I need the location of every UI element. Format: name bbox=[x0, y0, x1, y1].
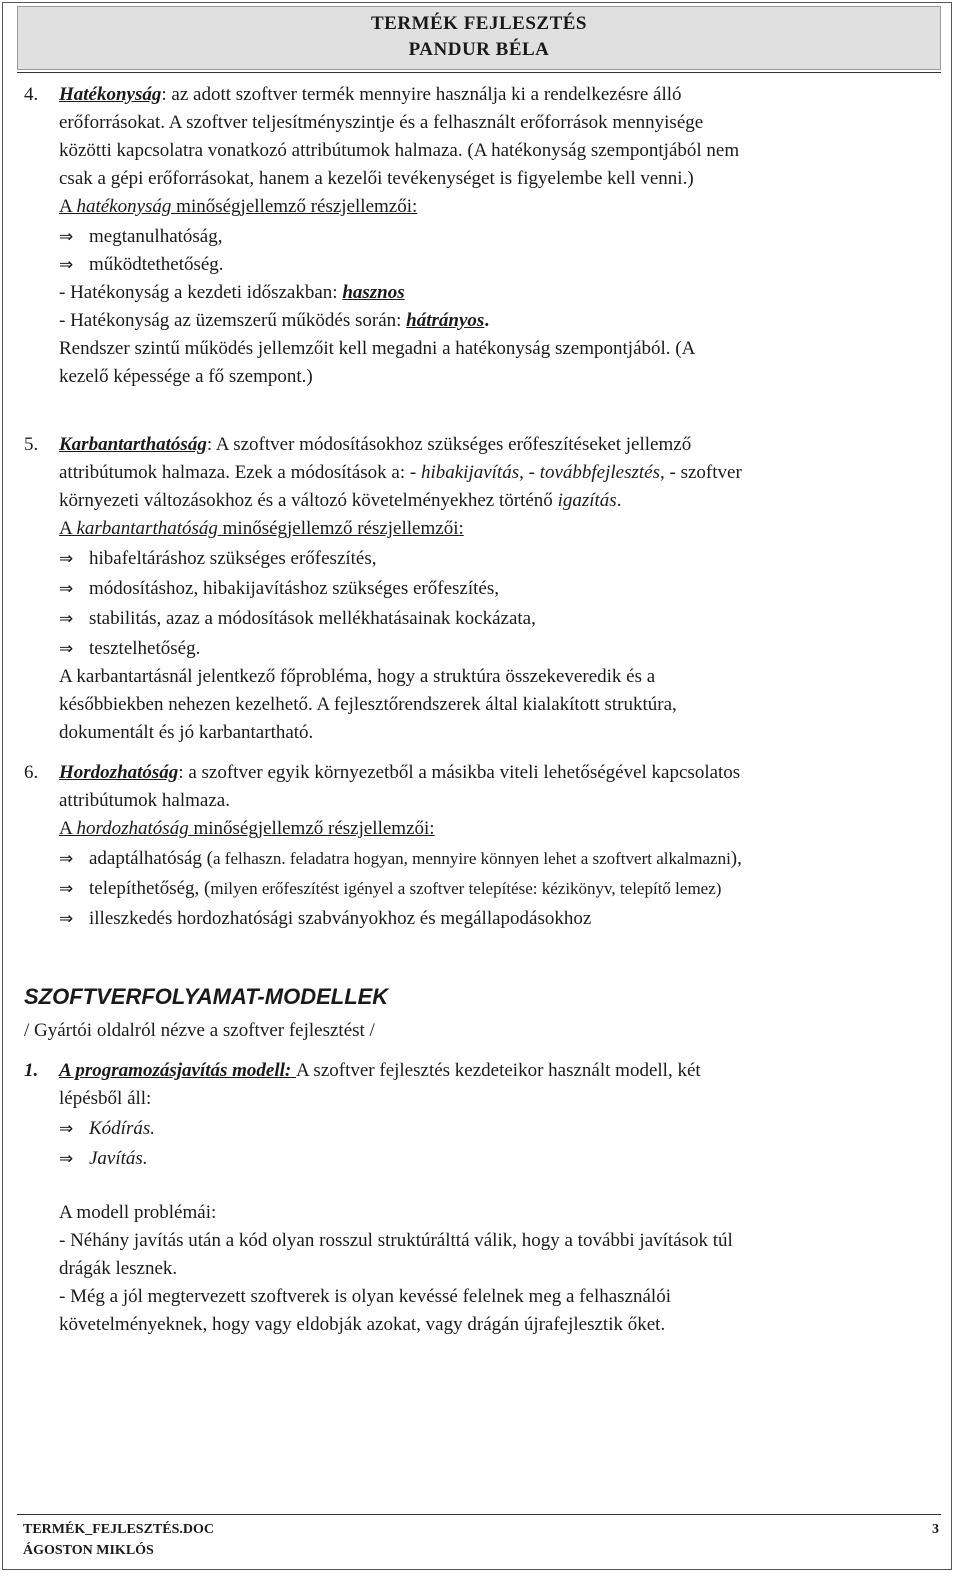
arrow-icon: ⇒ bbox=[59, 609, 74, 629]
list-item: ⇒ tesztelhetőség. bbox=[59, 638, 201, 659]
section-4-detail-2: - Hatékonyság az üzemszerű működés során: hátrányos. bbox=[59, 310, 490, 331]
model-1-term: A programozásjavítás modell: bbox=[59, 1060, 296, 1081]
section-5-number: 5. bbox=[24, 434, 39, 455]
section-6-line-1: Hordozhatóság: a szoftver egyik környezetből a másikba viteli lehetőségével kapcsolatos bbox=[59, 762, 741, 783]
arrow-icon: ⇒ bbox=[59, 639, 74, 659]
section-4-line-3: közötti kapcsolatra vonatkozó attribútumok halmaza. (A hatékonyság szempontjából nem bbox=[59, 140, 740, 161]
arrow-icon: ⇒ bbox=[59, 227, 74, 247]
section-4-line-2: erőforrásokat. A szoftver teljesítményszintje és a felhasznált erőforrások mennyisége bbox=[59, 112, 704, 133]
section-5-line-1: Karbantarthatóság: A szoftver módosításokhoz szükséges erőfeszítéseket jellemző bbox=[59, 434, 692, 455]
footer-filename: TERMÉK_FEJLESZTÉS.DOC bbox=[23, 1522, 214, 1537]
section-4-line-4: csak a gépi erőforrásokat, hanem a kezelői tevékenységet is figyelembe kell venni.) bbox=[59, 168, 694, 189]
arrow-icon: ⇒ bbox=[59, 255, 74, 275]
section-5-line-2: attribútumok halmaza. Ezek a módosítások a: - hibakijavítás, - továbbfejlesztés, - szoftver bbox=[59, 462, 742, 483]
arrow-icon: ⇒ bbox=[59, 579, 74, 599]
section-5-comment-2: későbbiekben nehezen kezelhető. A fejlesztőrendszerek által kialakított struktúra, bbox=[59, 694, 677, 715]
section-title: SZOFTVERFOLYAMAT-MODELLEK bbox=[24, 984, 389, 1009]
problem-2-line-1: - Még a jól megtervezett szoftverek is olyan kevéssé felelnek meg a felhasználói bbox=[59, 1286, 671, 1307]
footer-author: ÁGOSTON MIKLÓS bbox=[23, 1543, 154, 1558]
section-subtitle: / Gyártói oldalról nézve a szoftver fejlesztést / bbox=[24, 1020, 375, 1041]
section-4-line-1: Hatékonyság: az adott szoftver termék mennyire használja ki a rendelkezésre álló bbox=[59, 84, 682, 105]
section-4-remark-2: kezelő képessége a fő szempont.) bbox=[59, 366, 313, 387]
section-6-line-2: attribútumok halmaza. bbox=[59, 790, 230, 811]
section-4-remark-1: Rendszer szintű működés jellemzőit kell megadni a hatékonyság szempontjából. (A bbox=[59, 338, 696, 359]
section-5-subheading: A karbantarthatóság minőségjellemző részjellemzői: bbox=[59, 518, 464, 539]
arrow-icon: ⇒ bbox=[59, 549, 74, 569]
model-1-line-2: lépésből áll: bbox=[59, 1088, 152, 1109]
footer-divider bbox=[17, 1514, 941, 1515]
list-item: ⇒ hibafeltáráshoz szükséges erőfeszítés, bbox=[59, 548, 377, 569]
problem-2-line-2: követelményeknek, hogy vagy eldobják azokat, vagy drágán újrafejlesztik őket. bbox=[59, 1314, 666, 1335]
list-item: ⇒ stabilitás, azaz a módosítások mellékhatásainak kockázata, bbox=[59, 608, 536, 629]
list-item: ⇒ működtethetőség. bbox=[59, 254, 224, 275]
section-5-term: Karbantarthatóság bbox=[59, 434, 207, 455]
section-5-comment-3: dokumentált és jó karbantartható. bbox=[59, 722, 314, 743]
list-item: ⇒ Kódírás. bbox=[59, 1118, 155, 1139]
list-item: ⇒ adaptálhatóság (a felhaszn. feladatra hogyan, mennyire könnyen lehet a szoftvert alkalmazni), bbox=[59, 848, 742, 869]
section-4-detail-1: - Hatékonyság a kezdeti időszakban: hasznos bbox=[59, 282, 405, 303]
section-4-term: Hatékonyság bbox=[59, 84, 162, 105]
problems-title: A modell problémái: bbox=[59, 1202, 217, 1223]
page-footer bbox=[23, 1519, 943, 1561]
header-divider bbox=[17, 72, 941, 73]
header-author: PANDUR BÉLA bbox=[408, 39, 550, 60]
section-5-comment-1: A karbantartásnál jelentkező főprobléma, hogy a struktúra összekeveredik és a bbox=[59, 666, 656, 687]
arrow-icon: ⇒ bbox=[59, 879, 74, 899]
list-item: ⇒ illeszkedés hordozhatósági szabványokhoz és megállapodásokhoz bbox=[59, 908, 592, 929]
section-4-subheading: A hatékonyság minőségjellemző részjellemzői: bbox=[59, 196, 418, 217]
section-6-number: 6. bbox=[24, 762, 39, 783]
problem-1-line-1: - Néhány javítás után a kód olyan rosszul struktúrálttá válik, hogy a további javítások túl bbox=[59, 1230, 733, 1251]
section-5-line-3: környezeti változásokhoz és a változó követelményekhez történő igazítás. bbox=[59, 490, 622, 511]
section-6-term: Hordozhatóság bbox=[59, 762, 179, 783]
page-number: 3 bbox=[932, 1522, 939, 1537]
model-1-number: 1. bbox=[24, 1060, 39, 1081]
problem-1-line-2: drágák lesznek. bbox=[59, 1258, 178, 1279]
document-page bbox=[2, 2, 952, 1570]
arrow-icon: ⇒ bbox=[59, 1149, 74, 1169]
arrow-icon: ⇒ bbox=[59, 1119, 74, 1139]
arrow-icon: ⇒ bbox=[59, 849, 74, 869]
model-1-line-1: A programozásjavítás modell: A szoftver fejlesztés kezdeteikor használt modell, két bbox=[59, 1060, 701, 1081]
list-item: ⇒ Javítás. bbox=[59, 1148, 148, 1169]
page-header bbox=[17, 6, 941, 70]
section-4-number: 4. bbox=[24, 84, 39, 105]
header-title: TERMÉK FEJLESZTÉS bbox=[371, 13, 587, 34]
arrow-icon: ⇒ bbox=[59, 909, 74, 929]
section-6-subheading: A hordozhatóság minőségjellemző részjellemzői: bbox=[59, 818, 435, 839]
list-item: ⇒ telepíthetőség, (milyen erőfeszítést igényel a szoftver telepítése: kézikönyv, telepítő lemez) bbox=[59, 878, 722, 899]
list-item: ⇒ megtanulhatóság, bbox=[59, 226, 223, 247]
list-item: ⇒ módosításhoz, hibakijavításhoz szükséges erőfeszítés, bbox=[59, 578, 499, 599]
